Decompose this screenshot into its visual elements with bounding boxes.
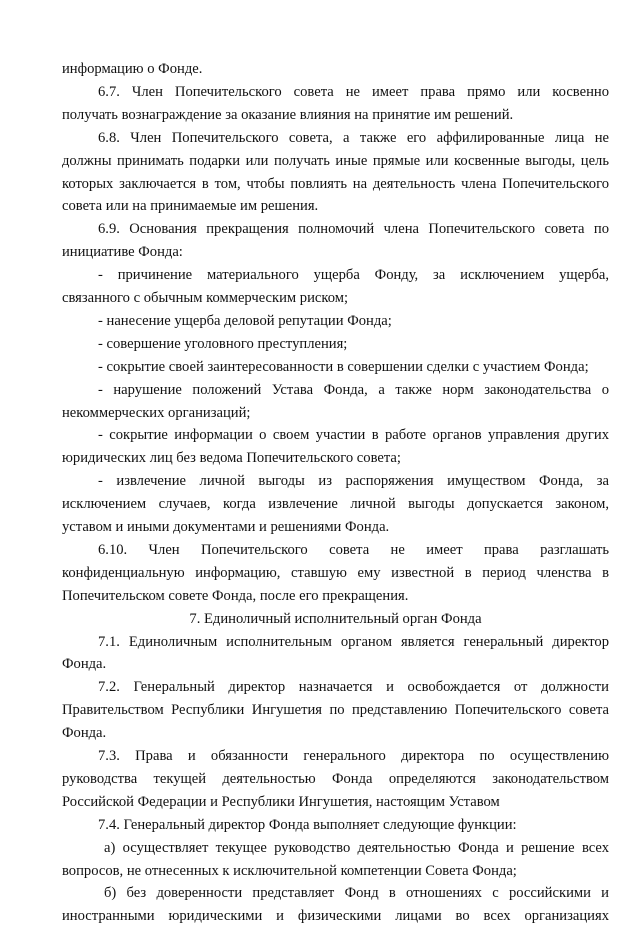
document-text-line: некоммерческих организаций; — [62, 404, 251, 421]
document-text-line: руководства текущей деятельностью Фонда определяются законодательством — [62, 770, 609, 787]
document-text-line: - извлечение личной выгоды из распоряжения имуществом Фонда, за — [98, 473, 609, 490]
document-text-line: совета или на принимаемые им решения. — [62, 198, 319, 215]
document-text-line: инициативе Фонда: — [62, 244, 183, 261]
document-text-line: которых заключается в том, чтобы повлиять на деятельность члена Попечительского — [62, 175, 609, 192]
document-text-line: конфиденциальную информацию, ставшую ему известной в период членства в — [62, 564, 609, 581]
document-text-line: юридических лиц без ведома Попечительского совета; — [62, 450, 401, 467]
document-text-line: 7.1. Единоличным исполнительным органом является генеральный директор — [98, 633, 609, 650]
document-text-line: информацию о Фонде. — [62, 61, 203, 77]
document-text-line: связанного с обычным коммерческим риском; — [62, 290, 349, 306]
document-text-line: 6.10. Член Попечительского совета не имеет права разглашать — [98, 541, 609, 558]
document-text-line: уставом и иными документами и решениями Фонда. — [62, 519, 390, 535]
document-text-line: - сокрытие своей заинтересованности в совершении сделки с участием Фонда; — [98, 358, 589, 375]
document-text-line: - нанесение ущерба деловой репутации Фонда; — [98, 312, 392, 329]
document-text-line: б) без доверенности представляет Фонд в отношениях с российскими и — [104, 885, 609, 902]
document-text-line: - сокрытие информации о своем участии в работе органов управления других — [98, 427, 609, 444]
document-text-line: Фонда. — [62, 725, 107, 742]
document-text-line: 6.8. Член Попечительского совета, а также его аффилированные лица не — [98, 129, 609, 146]
document-text-line: Российской Федерации и Республики Ингушетия, настоящим Уставом — [62, 793, 500, 810]
document-text-line: иностранными юридическими и физическими лицами во всех организациях — [62, 908, 609, 925]
document-text-line: Попечительском совете Фонда, после его прекращения. — [62, 587, 409, 604]
document-text-line: исключением случаев, когда извлечение личной выгоды допускается законом, — [62, 496, 609, 513]
document-text-line: Фонда. — [62, 656, 107, 673]
document-text-line: - причинение материального ущерба Фонду, за исключением ущерба, — [98, 267, 609, 284]
document-text-line: 7.2. Генеральный директор назначается и освобождается от должности — [98, 679, 609, 696]
document-text-line: Правительством Республики Ингушетия по представлению Попечительского совета — [62, 702, 609, 719]
document-text-line: - совершение уголовного преступления; — [98, 335, 348, 352]
document-text-line: 6.9. Основания прекращения полномочий члена Попечительского совета по — [98, 221, 609, 238]
document-text-line: получать вознаграждение за оказание влияния на принятие им решений. — [62, 106, 514, 123]
document-text-line: а) осуществляет текущее руководство деятельностью Фонда и решение всех — [104, 839, 609, 856]
document-text-line: должны принимать подарки или получать иные прямые или косвенные выгоды, цель — [62, 152, 609, 169]
document-text-line: 7.4. Генеральный директор Фонда выполняет следующие функции: — [98, 816, 517, 833]
document-text-line: 7. Единоличный исполнительный орган Фонда — [189, 610, 482, 627]
document-text-line: вопросов, не отнесенных к исключительной компетенции Совета Фонда; — [62, 862, 517, 879]
document-text-line: 7.3. Права и обязанности генерального директора по осуществлению — [98, 748, 609, 764]
document-text-line: 6.7. Член Попечительского совета не имеет права прямо или косвенно — [98, 83, 609, 100]
document-text-line: - нарушение положений Устава Фонда, а также норм законодательства о — [98, 381, 609, 398]
